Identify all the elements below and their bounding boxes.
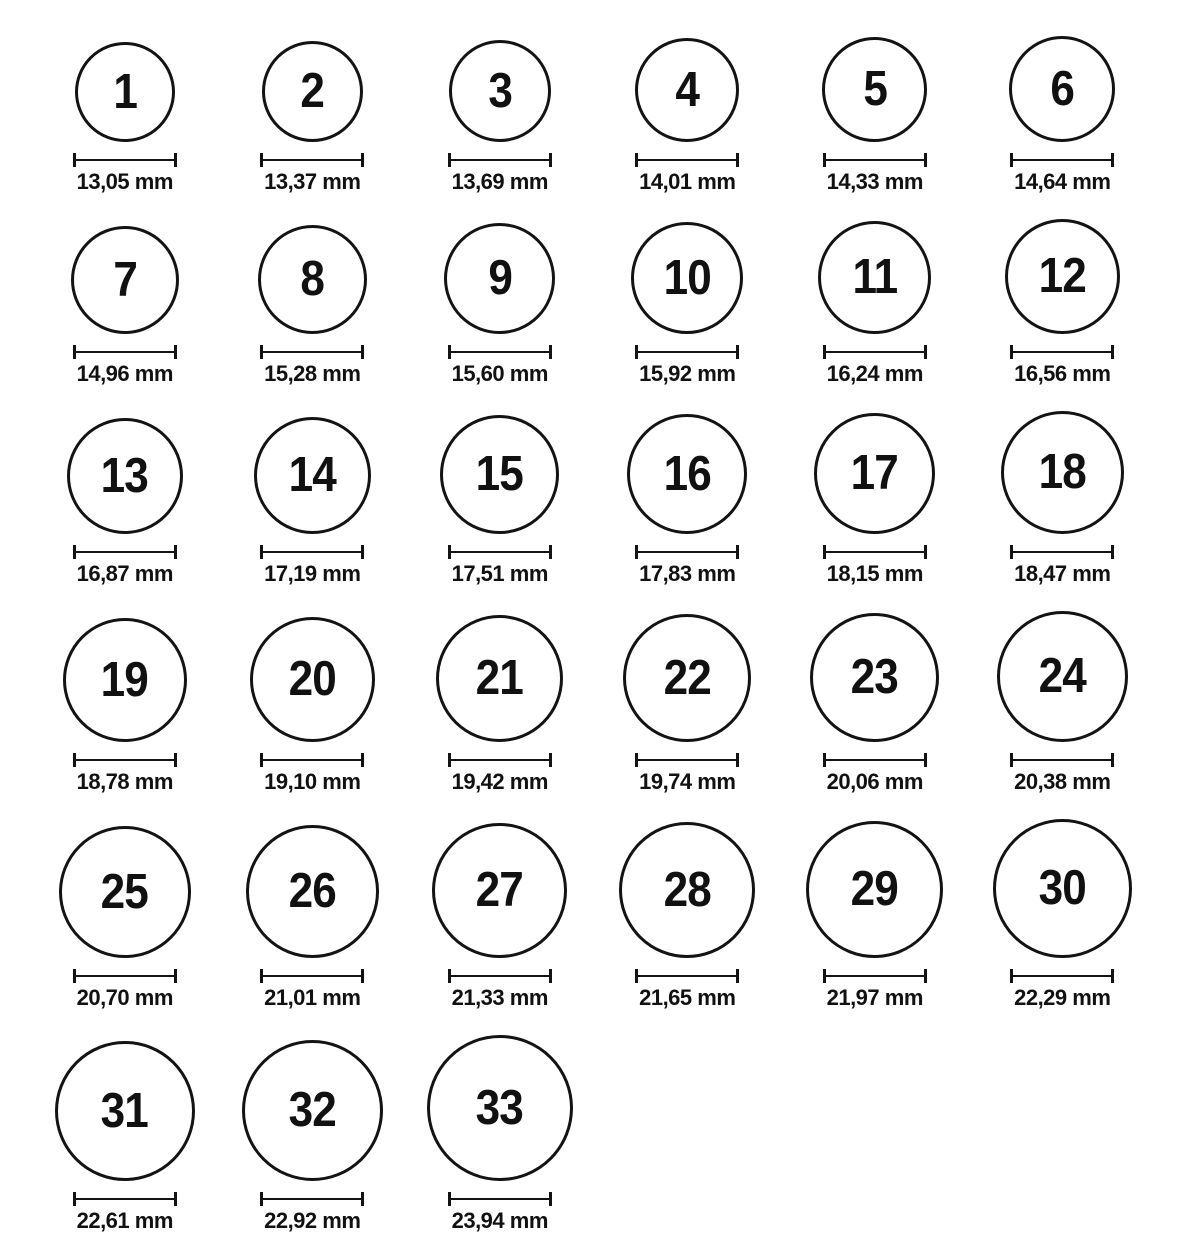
ring-size-number: 21 xyxy=(476,651,524,705)
diameter-measure-line xyxy=(1010,545,1114,559)
diameter-label: 20,70 mm xyxy=(76,985,173,1010)
measure-bar xyxy=(826,159,924,161)
diameter-measure-line xyxy=(260,153,364,167)
ring-size-number: 25 xyxy=(101,864,149,919)
diameter-measure-line xyxy=(823,753,927,767)
diameter-measure-line xyxy=(448,345,552,359)
measure-bar xyxy=(263,351,361,353)
measure-bar xyxy=(826,551,924,553)
ring-size-cell xyxy=(969,219,1157,385)
ring-circle xyxy=(822,37,927,142)
diameter-label: 23,94 mm xyxy=(451,1208,548,1233)
ring-size-number: 26 xyxy=(288,864,336,918)
diameter-measure-line xyxy=(73,345,177,359)
diameter-label: 15,28 mm xyxy=(264,361,361,386)
ring-circle xyxy=(75,42,175,142)
ring-size-number: 17 xyxy=(851,446,899,500)
ring-size-cell xyxy=(781,413,969,585)
diameter-label: 14,33 mm xyxy=(826,169,923,194)
ring-size-number: 11 xyxy=(852,250,898,304)
ring-circle xyxy=(440,415,559,534)
diameter-measure-line xyxy=(448,969,552,983)
diameter-label: 19,10 mm xyxy=(264,769,361,794)
ring-circle xyxy=(1009,36,1115,142)
ring-circle xyxy=(63,618,187,742)
diameter-measure-line xyxy=(73,153,177,167)
ring-size-cell xyxy=(781,821,969,1009)
ring-circle xyxy=(71,226,179,334)
diameter-measure-line xyxy=(448,545,552,559)
ring-circle xyxy=(818,221,931,334)
measure-bar xyxy=(451,551,549,553)
diameter-label: 14,64 mm xyxy=(1014,169,1111,194)
ring-circle xyxy=(1001,411,1124,534)
measure-bar xyxy=(76,759,174,761)
ring-size-cell xyxy=(969,819,1157,1009)
ring-circle xyxy=(631,222,743,334)
ring-size-cell xyxy=(219,617,407,793)
measure-bar xyxy=(638,351,736,353)
ring-size-cell xyxy=(594,222,782,385)
ring-size-number: 9 xyxy=(487,251,512,305)
measure-bar xyxy=(638,975,736,977)
ring-circle xyxy=(59,826,191,958)
ring-size-number: 29 xyxy=(851,862,899,916)
diameter-label: 17,51 mm xyxy=(451,561,548,586)
diameter-label: 14,01 mm xyxy=(639,169,736,194)
ring-size-cell xyxy=(31,826,219,1009)
ring-circle xyxy=(427,1035,573,1181)
ring-size-cell xyxy=(781,37,969,193)
ring-size-number: 10 xyxy=(663,250,711,305)
ring-size-number: 20 xyxy=(288,652,336,706)
measure-bar xyxy=(1013,975,1111,977)
measure-bar xyxy=(638,159,736,161)
ring-size-cell xyxy=(406,415,594,585)
diameter-label: 21,65 mm xyxy=(639,985,736,1010)
grid-row xyxy=(31,1035,1200,1232)
ring-size-cell xyxy=(31,1041,219,1232)
grid-row xyxy=(31,611,1200,793)
ring-size-cell xyxy=(406,823,594,1009)
diameter-measure-line xyxy=(823,545,927,559)
grid-row xyxy=(31,219,1200,385)
diameter-measure-line xyxy=(448,1192,552,1206)
diameter-label: 21,97 mm xyxy=(826,985,923,1010)
measure-bar xyxy=(451,759,549,761)
measure-bar xyxy=(638,551,736,553)
diameter-label: 13,05 mm xyxy=(76,169,173,194)
diameter-measure-line xyxy=(823,345,927,359)
grid-row xyxy=(31,819,1200,1009)
ring-size-cell xyxy=(219,825,407,1009)
diameter-measure-line xyxy=(260,1192,364,1206)
measure-bar xyxy=(263,159,361,161)
ring-size-cell xyxy=(594,38,782,193)
ring-circle xyxy=(810,613,939,742)
measure-bar xyxy=(826,759,924,761)
ring-size-number: 32 xyxy=(288,1083,336,1137)
ring-size-number: 6 xyxy=(1050,61,1075,116)
ring-circle xyxy=(814,413,935,534)
ring-size-number: 24 xyxy=(1038,649,1086,703)
ring-size-cell xyxy=(969,611,1157,793)
diameter-measure-line xyxy=(635,545,739,559)
ring-size-cell xyxy=(969,36,1157,193)
diameter-label: 13,69 mm xyxy=(451,169,548,194)
diameter-measure-line xyxy=(73,1192,177,1206)
diameter-measure-line xyxy=(73,545,177,559)
diameter-label: 21,01 mm xyxy=(264,985,361,1010)
ring-size-cell xyxy=(406,40,594,193)
ring-circle xyxy=(997,611,1128,742)
ring-circle xyxy=(635,38,739,142)
ring-size-cell xyxy=(219,41,407,193)
ring-circle xyxy=(436,615,563,742)
diameter-label: 21,33 mm xyxy=(451,985,548,1010)
grid-row xyxy=(31,36,1200,193)
diameter-label: 18,78 mm xyxy=(76,769,173,794)
ring-circle xyxy=(258,225,367,334)
measure-bar xyxy=(826,975,924,977)
ring-size-number: 14 xyxy=(288,448,336,502)
measure-bar xyxy=(451,159,549,161)
diameter-measure-line xyxy=(1010,153,1114,167)
ring-circle xyxy=(1005,219,1120,334)
diameter-label: 15,60 mm xyxy=(451,361,548,386)
diameter-measure-line xyxy=(448,753,552,767)
diameter-measure-line xyxy=(1010,969,1114,983)
measure-bar xyxy=(1013,159,1111,161)
ring-size-number: 12 xyxy=(1038,249,1086,303)
diameter-measure-line xyxy=(260,969,364,983)
measure-bar xyxy=(451,351,549,353)
ring-size-number: 16 xyxy=(663,446,711,501)
measure-bar xyxy=(451,975,549,977)
diameter-label: 18,15 mm xyxy=(826,561,923,586)
measure-bar xyxy=(263,759,361,761)
measure-bar xyxy=(263,975,361,977)
diameter-measure-line xyxy=(635,969,739,983)
measure-bar xyxy=(263,551,361,553)
diameter-measure-line xyxy=(260,345,364,359)
ring-circle xyxy=(444,223,555,334)
ring-circle xyxy=(627,414,747,534)
ring-size-cell xyxy=(406,223,594,385)
diameter-label: 16,56 mm xyxy=(1014,361,1111,386)
ring-grid xyxy=(31,36,1200,1232)
ring-size-number: 2 xyxy=(300,64,325,118)
ring-circle xyxy=(432,823,567,958)
ring-size-number: 31 xyxy=(101,1083,149,1138)
ring-size-number: 30 xyxy=(1038,861,1086,915)
diameter-measure-line xyxy=(635,753,739,767)
diameter-label: 20,06 mm xyxy=(826,769,923,794)
ring-size-cell xyxy=(31,42,219,193)
diameter-measure-line xyxy=(823,969,927,983)
ring-circle xyxy=(67,418,183,534)
ring-size-cell xyxy=(594,414,782,585)
diameter-label: 13,37 mm xyxy=(264,169,361,194)
diameter-measure-line xyxy=(635,153,739,167)
diameter-label: 16,87 mm xyxy=(76,561,173,586)
diameter-label: 17,19 mm xyxy=(264,561,361,586)
diameter-label: 20,38 mm xyxy=(1014,769,1111,794)
grid-row xyxy=(31,411,1200,585)
diameter-label: 19,42 mm xyxy=(451,769,548,794)
ring-size-number: 27 xyxy=(476,863,524,917)
ring-size-number: 15 xyxy=(476,447,524,501)
ring-circle xyxy=(449,40,551,142)
diameter-measure-line xyxy=(260,753,364,767)
diameter-label: 14,96 mm xyxy=(76,361,173,386)
ring-size-number: 22 xyxy=(663,650,711,705)
measure-bar xyxy=(1013,759,1111,761)
measure-bar xyxy=(1013,351,1111,353)
measure-bar xyxy=(76,975,174,977)
diameter-label: 18,47 mm xyxy=(1014,561,1111,586)
ring-size-cell xyxy=(594,614,782,793)
ring-size-number: 18 xyxy=(1038,445,1086,499)
ring-circle xyxy=(246,825,379,958)
measure-bar xyxy=(1013,551,1111,553)
measure-bar xyxy=(76,551,174,553)
diameter-label: 16,24 mm xyxy=(826,361,923,386)
diameter-measure-line xyxy=(1010,753,1114,767)
diameter-label: 22,92 mm xyxy=(264,1208,361,1233)
ring-size-cell xyxy=(406,615,594,793)
diameter-label: 22,61 mm xyxy=(76,1208,173,1233)
ring-size-number: 23 xyxy=(851,650,899,704)
ring-size-number: 8 xyxy=(300,252,325,306)
ring-size-number: 7 xyxy=(112,252,137,307)
ring-size-number: 1 xyxy=(112,64,137,119)
ring-size-cell xyxy=(31,418,219,585)
ring-size-cell xyxy=(594,822,782,1009)
ring-circle xyxy=(623,614,751,742)
ring-circle xyxy=(55,1041,195,1181)
diameter-measure-line xyxy=(1010,345,1114,359)
ring-size-cell xyxy=(781,613,969,793)
diameter-measure-line xyxy=(73,753,177,767)
diameter-measure-line xyxy=(635,345,739,359)
ring-size-number: 13 xyxy=(101,448,149,503)
ring-size-number: 4 xyxy=(675,62,700,117)
ring-size-number: 5 xyxy=(862,62,887,116)
ring-circle xyxy=(619,822,755,958)
ring-size-cell xyxy=(219,225,407,385)
ring-size-number: 3 xyxy=(487,63,512,118)
ring-size-cell xyxy=(31,618,219,793)
diameter-measure-line xyxy=(823,153,927,167)
diameter-label: 22,29 mm xyxy=(1014,985,1111,1010)
ring-size-cell xyxy=(219,417,407,585)
diameter-measure-line xyxy=(73,969,177,983)
measure-bar xyxy=(76,159,174,161)
ring-size-cell xyxy=(406,1035,594,1232)
ring-circle xyxy=(993,819,1132,958)
ring-circle xyxy=(242,1040,383,1181)
ring-size-number: 28 xyxy=(663,862,711,917)
ring-size-number: 19 xyxy=(101,652,149,707)
ring-circle xyxy=(806,821,943,958)
ring-circle xyxy=(254,417,371,534)
ring-size-number: 33 xyxy=(476,1080,524,1135)
diameter-label: 17,83 mm xyxy=(639,561,736,586)
diameter-label: 15,92 mm xyxy=(639,361,736,386)
ring-size-cell xyxy=(31,226,219,385)
ring-circle xyxy=(262,41,363,142)
ring-size-cell xyxy=(969,411,1157,585)
measure-bar xyxy=(826,351,924,353)
measure-bar xyxy=(638,759,736,761)
diameter-measure-line xyxy=(260,545,364,559)
measure-bar xyxy=(76,351,174,353)
diameter-measure-line xyxy=(448,153,552,167)
diameter-label: 19,74 mm xyxy=(639,769,736,794)
ring-size-cell xyxy=(219,1040,407,1232)
ring-circle xyxy=(250,617,375,742)
ring-size-cell xyxy=(781,221,969,385)
